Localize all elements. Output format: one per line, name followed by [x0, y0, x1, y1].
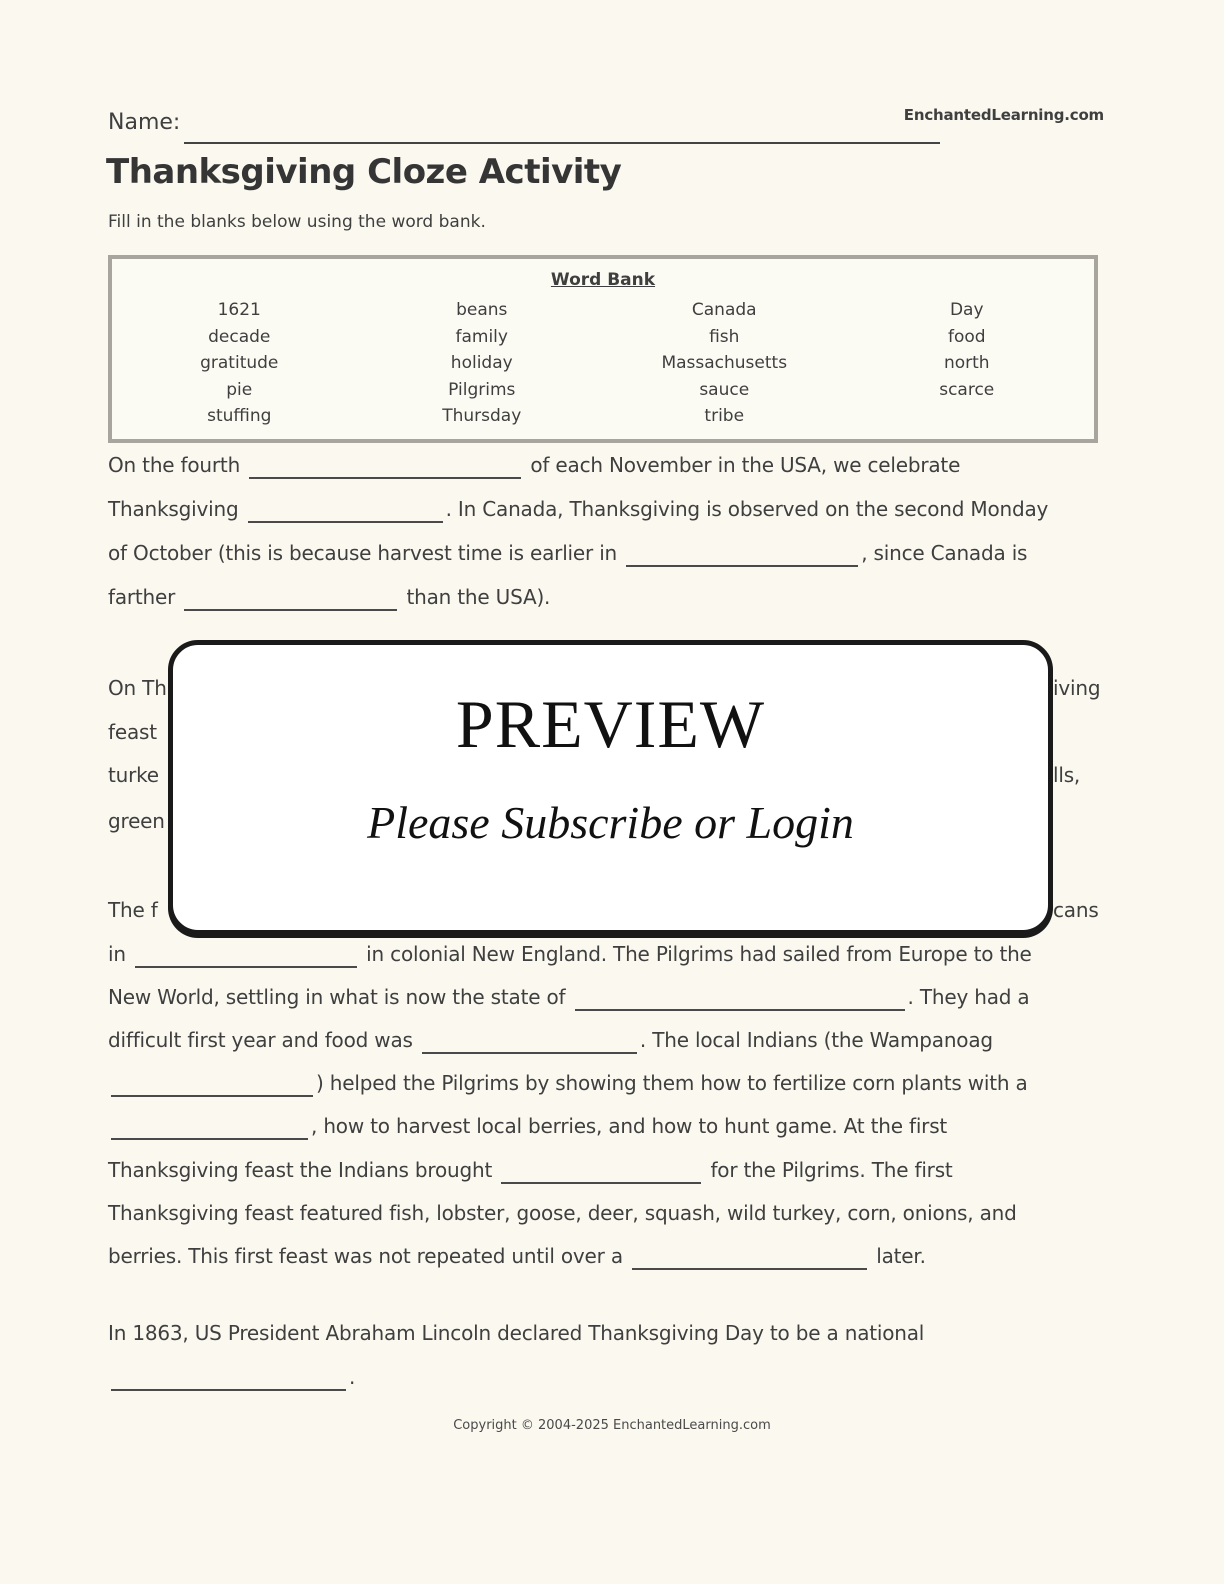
cloze-text-segment: of each November in the USA, we celebrate: [524, 453, 961, 477]
cloze-text-segment: . The local Indians (the Wampanoag: [639, 1028, 993, 1052]
cloze-line: [108, 494, 1048, 524]
word-bank-word: Day: [949, 300, 984, 320]
cloze-line: [108, 717, 157, 747]
cloze-text-segment: Thanksgiving: [108, 497, 245, 521]
cloze-text-segment: berries. This first feast was not repeated until over a: [108, 1244, 630, 1268]
name-label: Name:: [108, 110, 181, 135]
word-bank-word: Canada: [691, 300, 757, 320]
cloze-text-segment: . In Canada, Thanksgiving is observed on the second Monday: [445, 497, 1049, 521]
cloze-text-segment: New World, settling in what is now the state of: [108, 985, 572, 1009]
cloze-text-fragment: lls,: [1053, 763, 1081, 787]
word-bank-word: beans: [456, 300, 508, 320]
word-bank-word: decade: [208, 326, 271, 347]
cloze-text-segment: green: [108, 809, 165, 833]
word-bank-word: food: [947, 326, 986, 347]
fill-in-blank: [422, 1028, 637, 1054]
preview-title: PREVIEW: [455, 686, 766, 762]
word-bank-word: north: [943, 353, 990, 373]
word-bank-word: Thursday: [442, 406, 522, 426]
cloze-line: [108, 582, 550, 612]
word-bank-word: fish: [709, 326, 740, 347]
word-bank-word: 1621: [217, 300, 261, 320]
word-bank-word: scarce: [939, 379, 995, 400]
fill-in-blank: [632, 1244, 867, 1270]
word-bank-title: Word Bank: [550, 270, 656, 290]
cloze-line: [108, 1241, 926, 1271]
instructions-text: Fill in the blanks below using the word bank.: [108, 212, 486, 232]
copyright-text: Copyright © 2004-2025 EnchantedLearning.com: [453, 1418, 771, 1433]
word-bank-word: sauce: [699, 379, 750, 400]
site-brand: EnchantedLearning.com: [903, 106, 1104, 124]
word-bank-word: tribe: [704, 406, 745, 426]
cloze-line: [108, 939, 1032, 969]
page-title: Thanksgiving Cloze Activity: [106, 152, 622, 192]
cloze-text-fragment: cans: [1053, 898, 1099, 922]
fill-in-blank: [626, 541, 858, 567]
cloze-text-segment: In 1863, US President Abraham Lincoln declared Thanksgiving Day to be a national: [108, 1321, 925, 1345]
cloze-text-segment: , since Canada is: [861, 541, 1028, 565]
cloze-text-segment: .: [349, 1365, 356, 1389]
cloze-line: [108, 1198, 1017, 1228]
cloze-text-segment: in: [108, 942, 132, 966]
cloze-text-fragment: iving: [1053, 676, 1101, 700]
name-blank-line: [184, 118, 940, 144]
cloze-text-segment: difficult first year and food was: [108, 1028, 419, 1052]
word-bank-word: family: [455, 326, 508, 347]
cloze-line: [108, 806, 165, 836]
word-bank-word: holiday: [450, 353, 513, 373]
word-bank-word: Massachusetts: [661, 353, 788, 373]
word-bank-word: [846, 403, 1089, 430]
cloze-text-segment: On Th: [108, 676, 167, 700]
cloze-line: [108, 1025, 993, 1055]
cloze-line: [108, 1111, 947, 1141]
fill-in-blank: [111, 1071, 313, 1097]
cloze-line: [108, 982, 1030, 1012]
cloze-line: [108, 673, 167, 703]
word-bank-box: [108, 255, 1098, 443]
word-bank-grid: [118, 297, 1088, 430]
word-bank-word: pie: [226, 379, 253, 400]
cloze-text-segment: On the fourth: [108, 453, 247, 477]
cloze-line: [108, 450, 960, 480]
cloze-text-segment: , how to harvest local berries, and how to hunt game. At the first: [311, 1114, 948, 1138]
cloze-text-segment: later.: [870, 1244, 926, 1268]
cloze-text-segment: . They had a: [907, 985, 1030, 1009]
fill-in-blank: [111, 1365, 346, 1391]
cloze-line: [108, 1318, 924, 1348]
cloze-text-segment: ) helped the Pilgrims by showing them how to fertilize corn plants with a: [316, 1071, 1028, 1095]
cloze-text-segment: than the USA).: [400, 585, 551, 609]
cloze-line: [108, 1362, 355, 1392]
fill-in-blank: [249, 453, 521, 479]
fill-in-blank: [501, 1158, 701, 1184]
cloze-line: [108, 538, 1027, 568]
preview-overlay: [168, 640, 1053, 935]
fill-in-blank: [111, 1114, 308, 1140]
cloze-text-segment: The f: [108, 898, 158, 922]
cloze-text-segment: in colonial New England. The Pilgrims had sailed from Europe to the: [360, 942, 1032, 966]
word-bank-word: gratitude: [200, 353, 279, 373]
fill-in-blank: [248, 497, 443, 523]
cloze-line: [108, 895, 158, 925]
word-bank-word: Pilgrims: [448, 379, 516, 400]
cloze-text-segment: Thanksgiving feast the Indians brought: [108, 1158, 499, 1182]
fill-in-blank: [575, 985, 905, 1011]
cloze-line: [108, 760, 159, 790]
cloze-text-segment: Thanksgiving feast featured fish, lobster, goose, deer, squash, wild turkey, corn, onions, and: [108, 1201, 1017, 1225]
cloze-text-segment: for the Pilgrims. The first: [704, 1158, 953, 1182]
cloze-line: [108, 1068, 1028, 1098]
cloze-text-segment: farther: [108, 585, 182, 609]
word-bank-word: stuffing: [207, 406, 272, 426]
fill-in-blank: [135, 942, 357, 968]
cloze-text-segment: turke: [108, 763, 159, 787]
preview-subtitle: Please Subscribe or Login: [367, 797, 854, 848]
cloze-text-segment: feast: [108, 720, 157, 744]
cloze-line: [108, 1155, 953, 1185]
cloze-text-segment: of October (this is because harvest time is earlier in: [108, 541, 624, 565]
fill-in-blank: [184, 585, 397, 611]
